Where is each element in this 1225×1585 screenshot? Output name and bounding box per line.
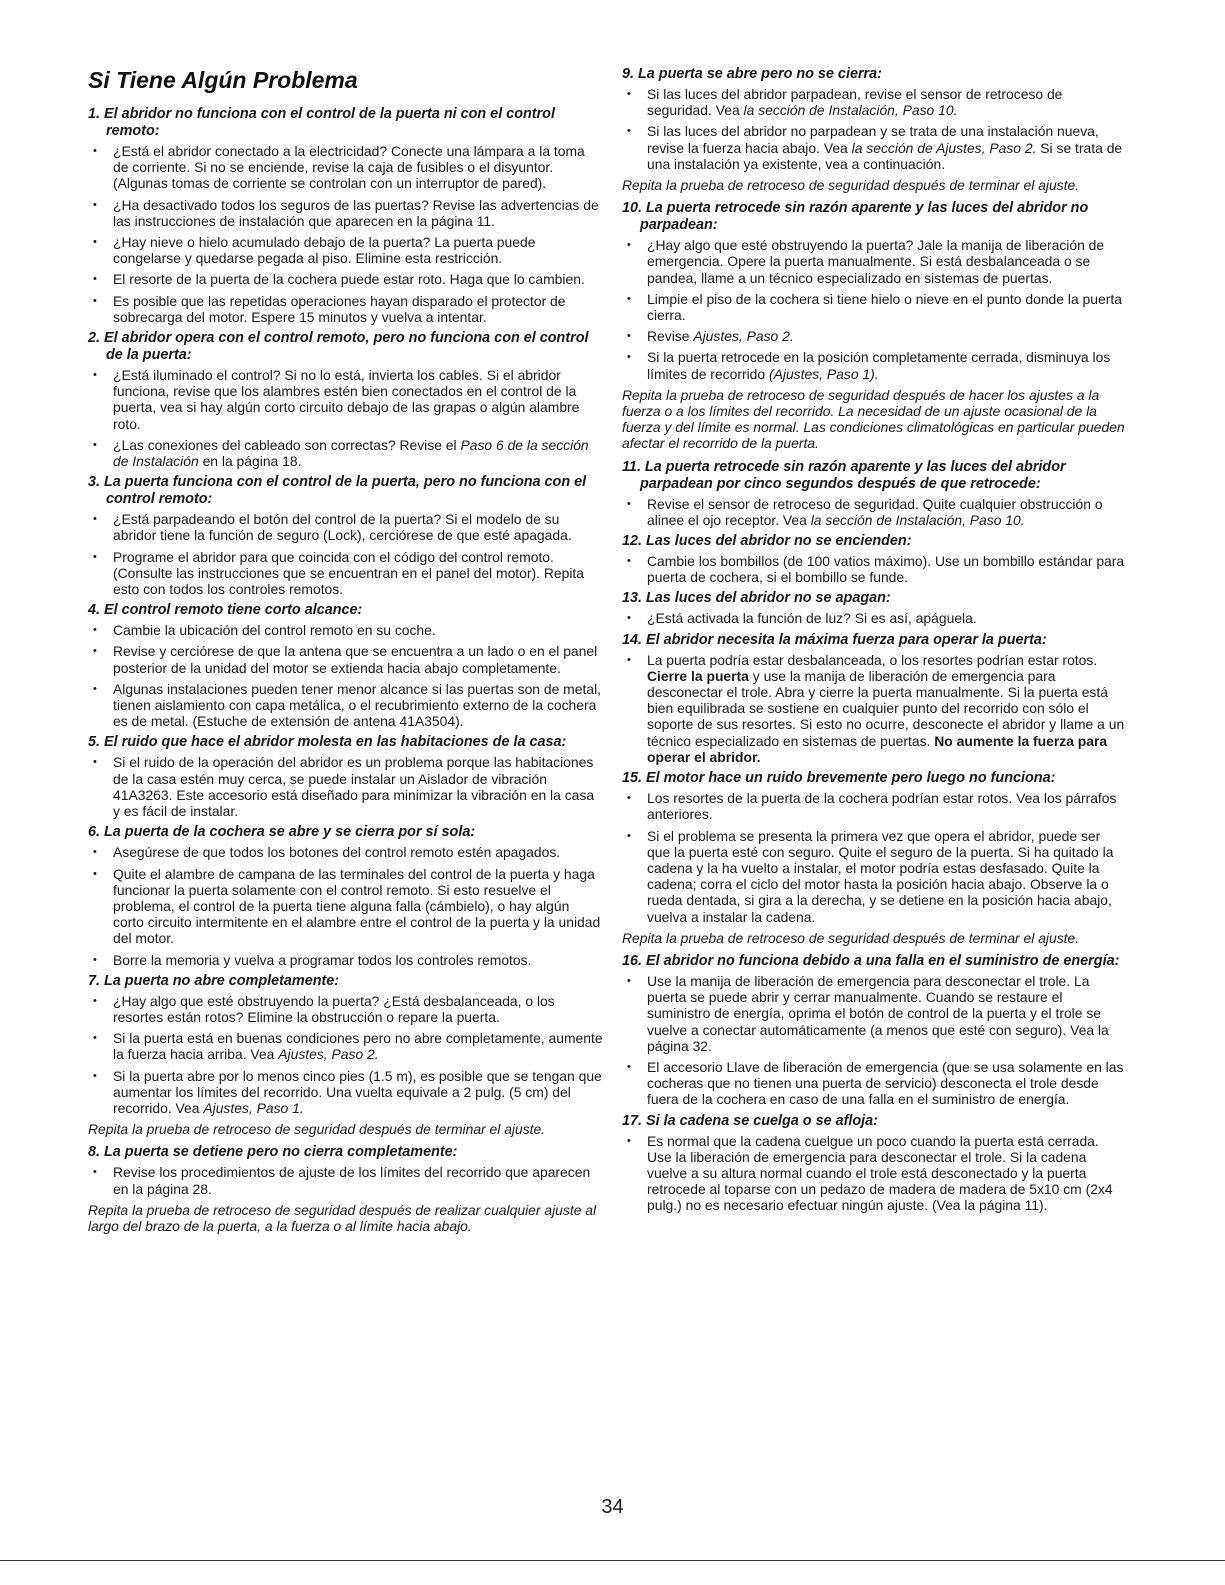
bullet-list xyxy=(622,790,1127,925)
text-run: ¿Está el abridor conectado a la electricidad? Conecte una lámpara a la toma de corriente. Si no se enciende, revise la caja de fusibles o el disyuntor. (Algunas tomas de corriente se controlan con un interruptor de pared). xyxy=(113,143,585,192)
troubleshooting-item xyxy=(622,1113,1127,1214)
text-run: Paso 6 de la sección de Instalación xyxy=(113,436,589,470)
bullet-item xyxy=(622,328,1127,344)
text-run: Programe el abridor para que coincida con el código del control remoto. (Consulte las instrucciones que se encuentran en el panel del motor). Repita esto con todos los controles remotos. xyxy=(113,548,585,598)
safety-note: Repita la prueba de retroceso de seguridad después de terminar el ajuste. xyxy=(622,177,1080,194)
item-heading: 3. La puerta funciona con el control de la puerta, pero no funciona con el control remoto: xyxy=(88,474,587,508)
text-run: Si la puerta abre por lo menos cinco pies (1.5 m), es posible que se tengan que aumentar los límites del recorrido. Una vuelta equivale a 2 pulg. (5 cm) del recorrido. Vea xyxy=(113,1067,602,1116)
text-run: Ajustes, Paso 1. xyxy=(203,1099,304,1116)
text-run: Ajustes, Paso 2. xyxy=(693,328,794,345)
bullet-list xyxy=(622,553,1127,585)
bullet-item xyxy=(88,197,603,229)
troubleshooting-item xyxy=(88,734,603,819)
bullet-item xyxy=(88,549,603,598)
bullet-item xyxy=(88,293,603,325)
text-run: Si el ruido de la operación del abridor es un problema porque las habitaciones de la casa estén muy cerca, se puede instalar un Aislador de vibración 41A3263. Este accesorio está diseñado para minimizar la vibración en la casa y es fácil de instalar. xyxy=(113,754,595,820)
troubleshooting-item xyxy=(88,1144,603,1234)
bullet-list xyxy=(622,610,1127,626)
safety-note: Repita la prueba de retroceso de seguridad después de hacer los ajustes a la fuerza o a los límites del recorrido. La necesidad de un ajuste ocasional de la fuerza y del límite es normal. Las condiciones climatológicas en particular pueden afectar el recorrido de la puerta. xyxy=(622,386,1125,452)
bullet-item xyxy=(88,367,603,432)
text-run: (Ajustes, Paso 1). xyxy=(768,365,879,382)
troubleshooting-item xyxy=(88,330,603,469)
troubleshooting-item xyxy=(88,973,603,1138)
bullet-item xyxy=(622,86,1127,118)
text-run: ¿Hay algo que esté obstruyendo la puerta? ¿Está desbalanceada, o los resortes están rotos? Elimine la obstrucción o repare la puerta. xyxy=(113,992,555,1025)
item-heading: 13. Las luces del abridor no se apagan: xyxy=(622,590,891,607)
text-run: Algunas instalaciones pueden tener menor alcance si las puertas son de metal, tienen aislamiento con capa metálica, o el recubrimiento externo de la cochera es de metal. (Estuche de extensión de antena 41A3504). xyxy=(113,680,602,730)
text-run: Es posible que las repetidas operaciones hayan disparado el protector de sobrecarga del motor. Espere 15 minutos y vuelva a intentar. xyxy=(113,292,566,325)
text-run: Borre la memoria y vuelva a programar todos los controles remotos. xyxy=(113,951,532,968)
text-run: El accesorio Llave de liberación de emergencia (que se usa solamente en las cocheras que no tienen una puerta de servicio) desconecta el trole desde fuera de la cochera en caso de una falla en el suministro de energía. xyxy=(647,1058,1124,1108)
item-heading: 8. La puerta se detiene pero no cierra completamente: xyxy=(88,1144,458,1161)
bullet-list xyxy=(88,844,603,967)
bullet-item xyxy=(622,652,1127,765)
text-run: ¿Está parpadeando el botón del control de la puerta? Si el modelo de su abridor tiene la función de seguro (Lock), cerciórese de que esté apagada. xyxy=(113,511,572,544)
text-run: en la página 18. xyxy=(198,453,302,470)
bullet-list xyxy=(88,1164,603,1196)
item-heading: 12. Las luces del abridor no se encienden: xyxy=(622,533,912,550)
page-number: 34 xyxy=(601,1496,624,1518)
bullet-item xyxy=(88,754,603,819)
text-run: ¿Las conexiones del cableado son correctas? Revise el xyxy=(113,436,461,453)
text-run: ¿Está activada la función de luz? Si es así, apáguela. xyxy=(647,610,977,627)
bullet-list xyxy=(88,993,603,1116)
left-column xyxy=(88,66,603,1241)
bullet-item xyxy=(622,123,1127,172)
text-run: Use la manija de liberación de emergencia para desconectar el trole. La puerta se puede abrir y cerrar manualmente. Cuando se restaure el suministro de energía, oprima el botón de control de la puerta y el trole se vuelve a conectar automáticamente (a menos que esté con seguro). Vea la página 32. xyxy=(647,972,1109,1054)
item-heading: 2. El abridor opera con el control remoto, pero no funciona con el control de la puerta: xyxy=(88,330,589,364)
bullet-item xyxy=(88,643,603,675)
troubleshooting-item xyxy=(622,459,1127,528)
text-run: No aumente la fuerza para operar el abridor. xyxy=(647,732,1108,765)
bottom-rule xyxy=(0,1560,1225,1561)
text-run: Si el problema se presenta la primera vez que opera el abridor, puede ser que la puerta esté con seguro. Quite el seguro de la puerta. Si ha quitado la cadena y la ha vuelto a instalar, el motor podría estas desfasado. Quite la cadena; corra el ciclo del motor hasta la posición hacia abajo. Observe la o rueda dentada, si gira a la derecha, y se detiene en la posición hacia abajo, vuelva a instalar la cadena. xyxy=(647,827,1114,925)
text-run: Limpie el piso de la cochera si tiene hielo o nieve en el punto donde la puerta cierra. xyxy=(647,290,1122,324)
text-run: ¿Ha desactivado todos los seguros de las puertas? Revise las advertencias de las instrucciones de instalación que aparecen en la página 11. xyxy=(113,196,599,229)
bullet-list xyxy=(88,143,603,325)
text-run: Cambie los bombillos (de 100 vatios máximo). Use un bombillo estándar para puerta de cochera, si el bombillo se funde. xyxy=(647,553,1125,586)
bullet-item xyxy=(622,349,1127,381)
bullet-item xyxy=(88,681,603,730)
bullet-item xyxy=(622,790,1127,822)
troubleshooting-item xyxy=(622,632,1127,765)
bullet-item xyxy=(622,291,1127,323)
text-run: Asegúrese de que todos los botones del control remoto estén apagados. xyxy=(113,844,561,861)
text-run: El resorte de la puerta de la cochera puede estar roto. Haga que lo cambien. xyxy=(113,271,585,288)
item-heading: 9. La puerta se abre pero no se cierra: xyxy=(622,66,882,82)
text-run: la sección de Instalación, Paso 10. xyxy=(810,511,1025,528)
troubleshooting-item xyxy=(88,824,603,967)
bullet-list xyxy=(622,973,1127,1108)
item-heading: 5. El ruido que hace el abridor molesta en las habitaciones de la casa: xyxy=(88,734,567,751)
text-run: Revise xyxy=(647,328,694,345)
text-run: Si las luces del abridor parpadean, revise el sensor de retroceso de seguridad. Vea xyxy=(647,86,1063,119)
text-run: Si las luces del abridor no parpadean y se trata de una instalación nueva, revise la fuerza hacia abajo. Vea xyxy=(647,123,1099,156)
troubleshooting-item xyxy=(622,953,1127,1108)
troubleshooting-item xyxy=(622,590,1127,626)
text-run: Cambie la ubicación del control remoto en su coche. xyxy=(113,622,436,639)
text-run: Revise y cerciórese de que la antena que se encuentra a un lado o en el panel posterior de la unidad del motor se extienda hacia abajo completamente. xyxy=(113,643,598,676)
bullet-list xyxy=(622,237,1127,382)
text-run: Cierre la puerta xyxy=(647,667,749,684)
text-run: La puerta podría estar desbalanceada, o los resortes podrían estar rotos. xyxy=(647,651,1098,668)
bullet-item xyxy=(622,828,1127,925)
item-heading: 7. La puerta no abre completamente: xyxy=(88,972,340,989)
troubleshooting-item xyxy=(88,106,603,325)
bullet-item xyxy=(88,622,603,638)
item-heading: 10. La puerta retrocede sin razón aparente y las luces del abridor no parpadean: xyxy=(622,200,1089,234)
text-run: ¿Hay nieve o hielo acumulado debajo de la puerta? La puerta puede congelarse y quedarse pegada al piso. Elimine esta restricción. xyxy=(113,234,536,267)
bullet-item xyxy=(622,973,1127,1054)
bullet-list xyxy=(88,367,603,469)
bullet-item xyxy=(622,553,1127,585)
bullet-item xyxy=(88,844,603,860)
bullet-item xyxy=(88,1030,603,1062)
troubleshooting-item xyxy=(622,770,1127,946)
bullet-item xyxy=(88,271,603,287)
troubleshooting-item xyxy=(88,602,603,729)
bullet-list xyxy=(88,511,603,597)
bullet-item xyxy=(88,143,603,192)
bullet-item xyxy=(622,237,1127,286)
text-run: la sección de Instalación, Paso 10. xyxy=(743,102,958,119)
bullet-item xyxy=(88,1164,603,1196)
item-heading: 17. Si la cadena se cuelga o se afloja: xyxy=(622,1112,878,1129)
troubleshooting-item xyxy=(622,533,1127,585)
safety-note: Repita la prueba de retroceso de seguridad después de realizar cualquier ajuste al largo del brazo de la puerta, a la fuerza o al límite hacia abajo. xyxy=(88,1201,597,1234)
text-run: Ajustes, Paso 2. xyxy=(278,1046,379,1063)
troubleshooting-item xyxy=(88,474,603,597)
bullet-item xyxy=(622,1059,1127,1108)
bullet-item xyxy=(88,1068,603,1117)
bullet-item xyxy=(88,952,603,968)
safety-note: Repita la prueba de retroceso de seguridad después de terminar el ajuste. xyxy=(88,1121,546,1138)
bullet-list xyxy=(622,1133,1127,1214)
bullet-list xyxy=(622,652,1127,765)
item-heading: 1. El abridor no funciona con el control de la puerta ni con el control remoto: xyxy=(88,106,555,139)
text-run: Revise el sensor de retroceso de seguridad. Quite cualquier obstrucción o alinee el ojo receptor. Vea xyxy=(647,495,1103,528)
bullet-item xyxy=(88,993,603,1025)
text-run: ¿Hay algo que esté obstruyendo la puerta? Jale la manija de liberación de emergencia. Opere la puerta manualmente. Si está desbalanceada o se pandea, llame a un técnico especializado en sistemas de puertas. xyxy=(647,237,1105,286)
item-heading: 14. El abridor necesita la máxima fuerza para operar la puerta: xyxy=(622,631,1047,648)
right-column xyxy=(622,66,1127,1219)
text-run: ¿Está iluminado el control? Si no lo está, invierta los cables. Si el abridor funciona, revise que los alambres estén bien conectados en el control de la puerta, vea si hay algún corto circuito debajo de las grapas o algún alambre roto. xyxy=(113,367,580,432)
text-run: Si se trata de una instalación ya existente, vea a continuación. xyxy=(647,139,1123,172)
text-run: Si la puerta retrocede en la posición completamente cerrada, disminuya los límites de recorrido xyxy=(647,349,1111,382)
text-run: Revise los procedimientos de ajuste de los límites del recorrido que aparecen en la página 28. xyxy=(113,1164,591,1197)
item-heading: 15. El motor hace un ruido brevemente pero luego no funciona: xyxy=(622,770,1056,787)
troubleshooting-item xyxy=(622,66,1127,193)
text-run: la sección de Ajustes, Paso 2. xyxy=(851,139,1037,156)
bullet-list xyxy=(88,622,603,729)
bullet-item xyxy=(88,437,603,469)
text-run: Si la puerta está en buenas condiciones pero no abre completamente, aumente la fuerza hacia arriba. Vea xyxy=(113,1030,603,1063)
item-heading: 11. La puerta retrocede sin razón aparente y las luces del abridor parpadean por cinco segundos después de que retrocede: xyxy=(622,458,1066,492)
text-run: Los resortes de la puerta de la cochera podrían estar rotos. Vea los párrafos anteriores. xyxy=(647,790,1117,823)
item-heading: 4. El control remoto tiene corto alcance: xyxy=(88,602,363,619)
bullet-item xyxy=(622,496,1127,528)
bullet-list xyxy=(622,496,1127,528)
bullet-list xyxy=(88,754,603,819)
page-title: Si Tiene Algún Problema xyxy=(88,67,358,93)
bullet-item xyxy=(622,610,1127,626)
bullet-item xyxy=(88,234,603,266)
item-heading: 16. El abridor no funciona debido a una falla en el suministro de energía: xyxy=(622,952,1120,969)
bullet-item xyxy=(622,1133,1127,1214)
text-run: y use la manija de liberación de emergencia para desconectar el trole. Abra y cierre la puerta manualmente. Si la puerta está bien equilibrada se sostiene en cualquier punto del recorrido con sólo el soporte de sus resortes. Si esto no ocurre, desconecte el abridor y llame a un técnico especializado en sistemas de puertas. xyxy=(647,667,1125,749)
bullet-item xyxy=(88,866,603,947)
safety-note: Repita la prueba de retroceso de seguridad después de terminar el ajuste. xyxy=(622,929,1080,946)
bullet-item xyxy=(88,511,603,543)
bullet-list xyxy=(622,86,1127,172)
troubleshooting-item xyxy=(622,200,1127,451)
text-run: Quite el alambre de campana de las terminales del control de la puerta y haga funcionar la puerta solamente con el control remoto. Si esto resuelve el problema, el control de la puerta tiene alguna falla (cámbielo), o hay algún corto circuito intermitente en el alambre entre el control de la puerta y la unidad del motor. xyxy=(113,865,601,947)
text-run: Es normal que la cadena cuelgue un poco cuando la puerta está cerrada. Use la liberación de emergencia para desconectar el trole. Si la cadena vuelve a su altura normal cuando el trole está desconectado y la puerta retrocede al toparse con un pedazo de madera de madera de 5x10 cm (2x4 pulg.) no es necesario efectuar ningún ajuste. (Vea la página 11). xyxy=(647,1132,1113,1214)
item-heading: 6. La puerta de la cochera se abre y se cierra por sí sola: xyxy=(88,824,476,841)
